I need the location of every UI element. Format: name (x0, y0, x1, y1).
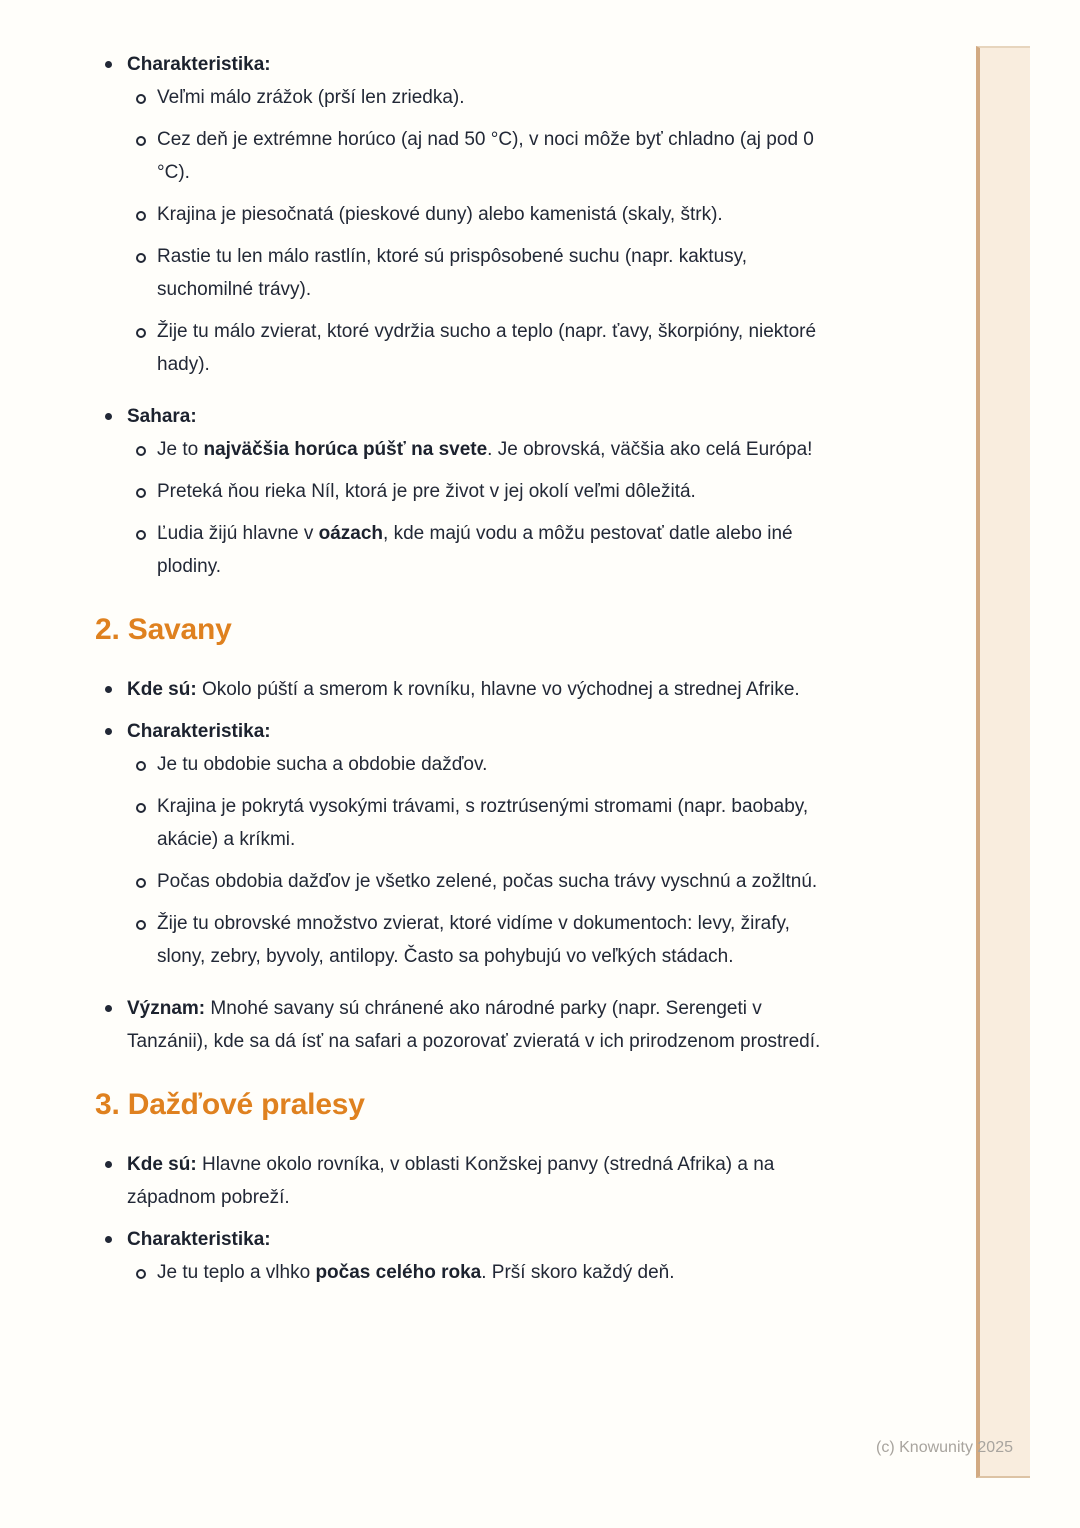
list-item-text: Krajina je piesočnatá (pieskové duny) alebo kamenistá (skaly, štrk). (157, 204, 723, 225)
circle-bullet-icon (136, 328, 146, 338)
list-item (135, 790, 827, 856)
disc-bullet-icon (105, 1161, 112, 1168)
list-item-text: Význam: Mnohé savany sú chránené ako národné parky (napr. Serengeti v Tanzánii), kde sa dá ísť na safari a pozorovať zvieratá v ich prirodzenom prostredí. (127, 998, 821, 1052)
bullet-list (103, 48, 827, 583)
list-item (135, 198, 827, 231)
list-item-text: Charakteristika: (127, 721, 271, 742)
list-item (135, 315, 827, 381)
bullet-list (103, 673, 827, 1058)
circle-bullet-icon (136, 920, 146, 930)
document-content (95, 48, 827, 1289)
list-item-text: Cez deň je extrémne horúco (aj nad 50 °C), v noci môže byť chladno (aj pod 0 °C). (157, 129, 814, 183)
list-item-text: Je tu obdobie sucha a obdobie dažďov. (157, 754, 488, 775)
list-item-text: Charakteristika: (127, 1229, 271, 1250)
list-item-text: Je to najväčšia horúca púšť na svete. Je obrovská, väčšia ako celá Európa! (157, 439, 813, 460)
section-heading: 3. Dažďové pralesy (95, 1088, 365, 1121)
list-item (103, 1148, 827, 1214)
list-item (135, 907, 827, 973)
list-item-text: Rastie tu len málo rastlín, ktoré sú prispôsobené suchu (napr. kaktusy, suchomilné trávy). (157, 246, 748, 300)
disc-bullet-icon (105, 1005, 112, 1012)
circle-bullet-icon (136, 878, 146, 888)
list-item (135, 433, 827, 466)
list-item (135, 475, 827, 508)
list-item (103, 1223, 827, 1256)
list-item (135, 81, 827, 114)
disc-bullet-icon (105, 1236, 112, 1243)
list-item-text: Preteká ňou rieka Níl, ktorá je pre život v jej okolí veľmi dôležitá. (157, 481, 696, 502)
list-item-text: Žije tu obrovské množstvo zvierat, ktoré vidíme v dokumentoch: levy, žirafy, slony, zebry, byvoly, antilopy. Často sa pohybujú vo veľkých stádach. (157, 913, 790, 967)
disc-bullet-icon (105, 413, 112, 420)
list-item (135, 123, 827, 189)
section-heading: 2. Savany (95, 613, 232, 646)
page-edge-stripe (976, 46, 1030, 1478)
list-item (135, 240, 827, 306)
list-item-text: Žije tu málo zvierat, ktoré vydržia sucho a teplo (napr. ťavy, škorpióny, niektoré hady). (157, 321, 817, 375)
list-item (103, 715, 827, 748)
circle-bullet-icon (136, 94, 146, 104)
list-item-text: Sahara: (127, 406, 197, 427)
circle-bullet-icon (136, 530, 146, 540)
circle-bullet-icon (136, 761, 146, 771)
list-item (103, 673, 827, 706)
list-item-text: Ľudia žijú hlavne v oázach, kde majú vodu a môžu pestovať datle alebo iné plodiny. (157, 523, 793, 577)
list-item (135, 865, 827, 898)
list-item (135, 517, 827, 583)
watermark: (c) Knowunity 2025 (876, 1439, 1013, 1456)
list-item-text: Kde sú: Okolo púští a smerom k rovníku, hlavne vo východnej a strednej Afrike. (127, 679, 800, 700)
list-item (135, 1256, 827, 1289)
circle-bullet-icon (136, 253, 146, 263)
circle-bullet-icon (136, 803, 146, 813)
list-item-text: Kde sú: Hlavne okolo rovníka, v oblasti Konžskej panvy (stredná Afrika) a na západnom pobreží. (127, 1154, 775, 1208)
list-item (103, 992, 827, 1058)
list-item (135, 748, 827, 781)
list-item-text: Je tu teplo a vlhko počas celého roka. Prší skoro každý deň. (157, 1262, 675, 1283)
circle-bullet-icon (136, 446, 146, 456)
circle-bullet-icon (136, 488, 146, 498)
list-item-text: Veľmi málo zrážok (prší len zriedka). (157, 87, 465, 108)
disc-bullet-icon (105, 61, 112, 68)
list-item-text: Počas obdobia dažďov je všetko zelené, počas sucha trávy vyschnú a zožltnú. (157, 871, 818, 892)
disc-bullet-icon (105, 728, 112, 735)
list-item-text: Charakteristika: (127, 54, 271, 75)
circle-bullet-icon (136, 211, 146, 221)
circle-bullet-icon (136, 1269, 146, 1279)
list-item-text: Krajina je pokrytá vysokými trávami, s roztrúsenými stromami (napr. baobaby, akácie) a kríkmi. (157, 796, 809, 850)
circle-bullet-icon (136, 136, 146, 146)
list-item (103, 400, 827, 433)
list-item (103, 48, 827, 81)
bullet-list (103, 1148, 827, 1289)
disc-bullet-icon (105, 686, 112, 693)
